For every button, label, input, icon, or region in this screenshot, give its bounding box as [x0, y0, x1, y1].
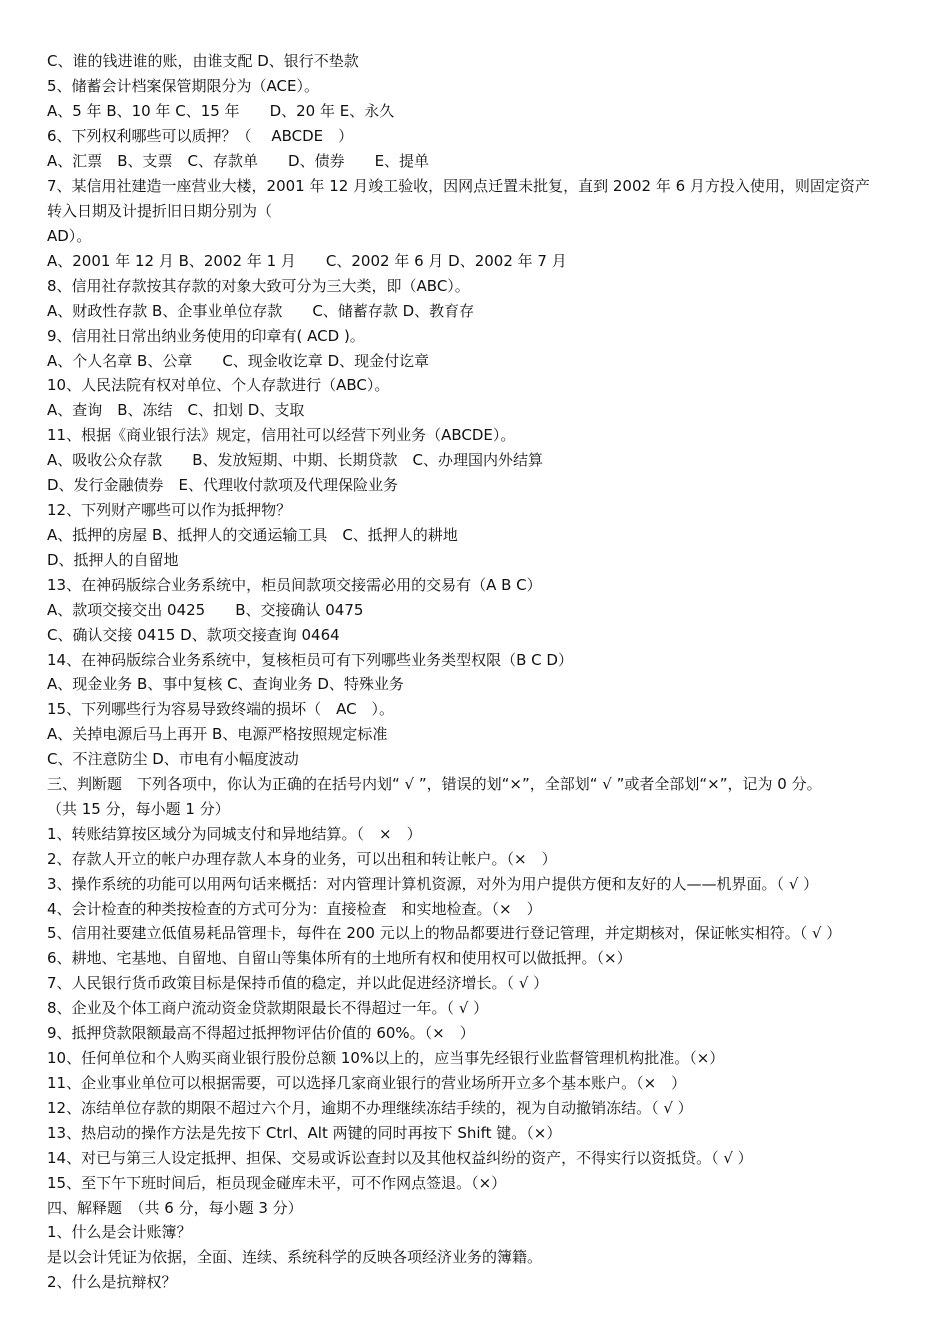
text-line: 11、根据《商业银行法》规定，信用社可以经营下列业务（ABCDE）。 — [47, 426, 516, 444]
text-line: A、2001 年 12 月 B、2002 年 1 月 C、2002 年 6 月 D、2002 年 7 月 — [47, 252, 567, 270]
text-line: 转入日期及计提折旧日期分别为（ — [47, 202, 273, 220]
text-line: C、不注意防尘 D、市电有小幅度波动 — [47, 750, 299, 768]
text-line: 4、会计检查的种类按检查的方式可分为：直接检查 和实地检查。（× ） — [47, 900, 542, 918]
text-line: 13、在神码版综合业务系统中，柜员间款项交接需必用的交易有（A B C） — [47, 576, 542, 594]
text-line: 10、人民法院有权对单位、个人存款进行（ABC）。 — [47, 376, 390, 394]
text-line: 7、人民银行货币政策目标是保持币值的稳定，并以此促进经济增长。（ √ ） — [47, 974, 549, 992]
text-line: C、确认交接 0415 D、款项交接查询 0464 — [47, 626, 340, 644]
text-line: D、抵押人的自留地 — [47, 551, 179, 569]
text-line: A、汇票 B、支票 C、存款单 D、债券 E、提单 — [47, 152, 430, 170]
text-line: 5、储蓄会计档案保管期限分为（ACE）。 — [47, 77, 319, 95]
text-line: A、现金业务 B、事中复核 C、查询业务 D、特殊业务 — [47, 675, 404, 693]
text-line: A、查询 B、冻结 C、扣划 D、支取 — [47, 401, 305, 419]
text-line: 5、信用社要建立低值易耗品管理卡，每件在 200 元以上的物品都要进行登记管理，并定期核对，保证帐实相符。（ √ ） — [47, 924, 842, 942]
text-line: 三、判断题 下列各项中，你认为正确的在括号内划“ √ ”，错误的划“×”，全部划“ √ ”或者全部划“×”，记为 0 分。 — [47, 775, 822, 793]
text-line: A、抵押的房屋 B、抵押人的交通运输工具 C、抵押人的耕地 — [47, 526, 458, 544]
text-line: 15、至下午下班时间后，柜员现金碰库未平，可不作网点签退。（×） — [47, 1174, 507, 1192]
text-line: 1、什么是会计账簿？ — [47, 1223, 192, 1241]
text-line: 是以会计凭证为依据，全面、连续、系统科学的反映各项经济业务的簿籍。 — [47, 1248, 543, 1266]
text-line: 3、操作系统的功能可以用两句话来概括：对内管理计算机资源，对外为用户提供方便和友好的人——机界面。（ √ ） — [47, 875, 819, 893]
text-line: 15、下列哪些行为容易导致终端的损坏（ AC ）。 — [47, 700, 395, 718]
text-line: AD）。 — [47, 227, 92, 245]
text-line: A、款项交接交出 0425 B、交接确认 0475 — [47, 601, 364, 619]
text-line: 12、冻结单位存款的期限不超过六个月，逾期不办理继续冻结手续的，视为自动撤销冻结。（ √ ） — [47, 1099, 693, 1117]
text-line: 10、任何单位和个人购买商业银行股份总额 10%以上的，应当事先经银行业监督管理机构批准。（×） — [47, 1049, 725, 1067]
text-line: 14、在神码版综合业务系统中，复核柜员可有下列哪些业务类型权限（B C D） — [47, 651, 573, 669]
text-line: D、发行金融债券 E、代理收付款项及代理保险业务 — [47, 476, 399, 494]
text-line: 14、对已与第三人设定抵押、担保、交易或诉讼查封以及其他权益纠纷的资产，不得实行以资抵贷。（ √ ） — [47, 1149, 753, 1167]
text-line: 1、转账结算按区域分为同城支付和异地结算。（ × ） — [47, 825, 422, 843]
text-line: 7、某信用社建造一座营业大楼，2001 年 12 月竣工验收，因网点迁置未批复，直到 2002 年 6 月方投入使用，则固定资产 — [47, 177, 870, 195]
text-line: A、个人名章 B、公章 C、现金收讫章 D、现金付讫章 — [47, 352, 430, 370]
text-line: 12、下列财产哪些可以作为抵押物？ — [47, 501, 292, 519]
text-line: 11、企业事业单位可以根据需要，可以选择几家商业银行的营业场所开立多个基本账户。（× ） — [47, 1074, 687, 1092]
text-line: C、谁的钱进谁的账，由谁支配 D、银行不垫款 — [47, 52, 359, 70]
text-line: 8、信用社存款按其存款的对象大致可分为三大类，即（ABC）。 — [47, 277, 470, 295]
text-line: A、吸收公众存款 B、发放短期、中期、长期贷款 C、办理国内外结算 — [47, 451, 544, 469]
text-line: 6、耕地、宅基地、自留地、自留山等集体所有的土地所有权和使用权可以做抵押。（×） — [47, 949, 632, 967]
text-line: 2、什么是抗辩权？ — [47, 1273, 177, 1291]
text-line: 四、解释题 （共 6 分，每小题 3 分） — [47, 1199, 303, 1217]
text-line: 8、企业及个体工商户流动资金贷款期限最长不得超过一年。（ √ ） — [47, 999, 489, 1017]
text-line: A、关掉电源后马上再开 B、电源严格按照规定标准 — [47, 725, 388, 743]
text-line: 2、存款人开立的帐户办理存款人本身的业务，可以出租和转让帐户。（× ） — [47, 850, 557, 868]
text-line: （共 15 分，每小题 1 分） — [47, 800, 230, 818]
text-line: 9、信用社日常出纳业务使用的印章有( ACD )。 — [47, 327, 365, 345]
text-line: A、5 年 B、10 年 C、15 年 D、20 年 E、永久 — [47, 102, 395, 120]
text-line: 13、热启动的操作方法是先按下 Ctrl、Alt 两键的同时再按下 Shift 键。（×） — [47, 1124, 562, 1142]
text-line: 6、下列权利哪些可以质押？（ ABCDE ） — [47, 127, 354, 145]
text-line: A、财政性存款 B、企事业单位存款 C、储蓄存款 D、教育存 — [47, 302, 475, 320]
text-line: 9、抵押贷款限额最高不得超过抵押物评估价值的 60%。（× ） — [47, 1024, 475, 1042]
